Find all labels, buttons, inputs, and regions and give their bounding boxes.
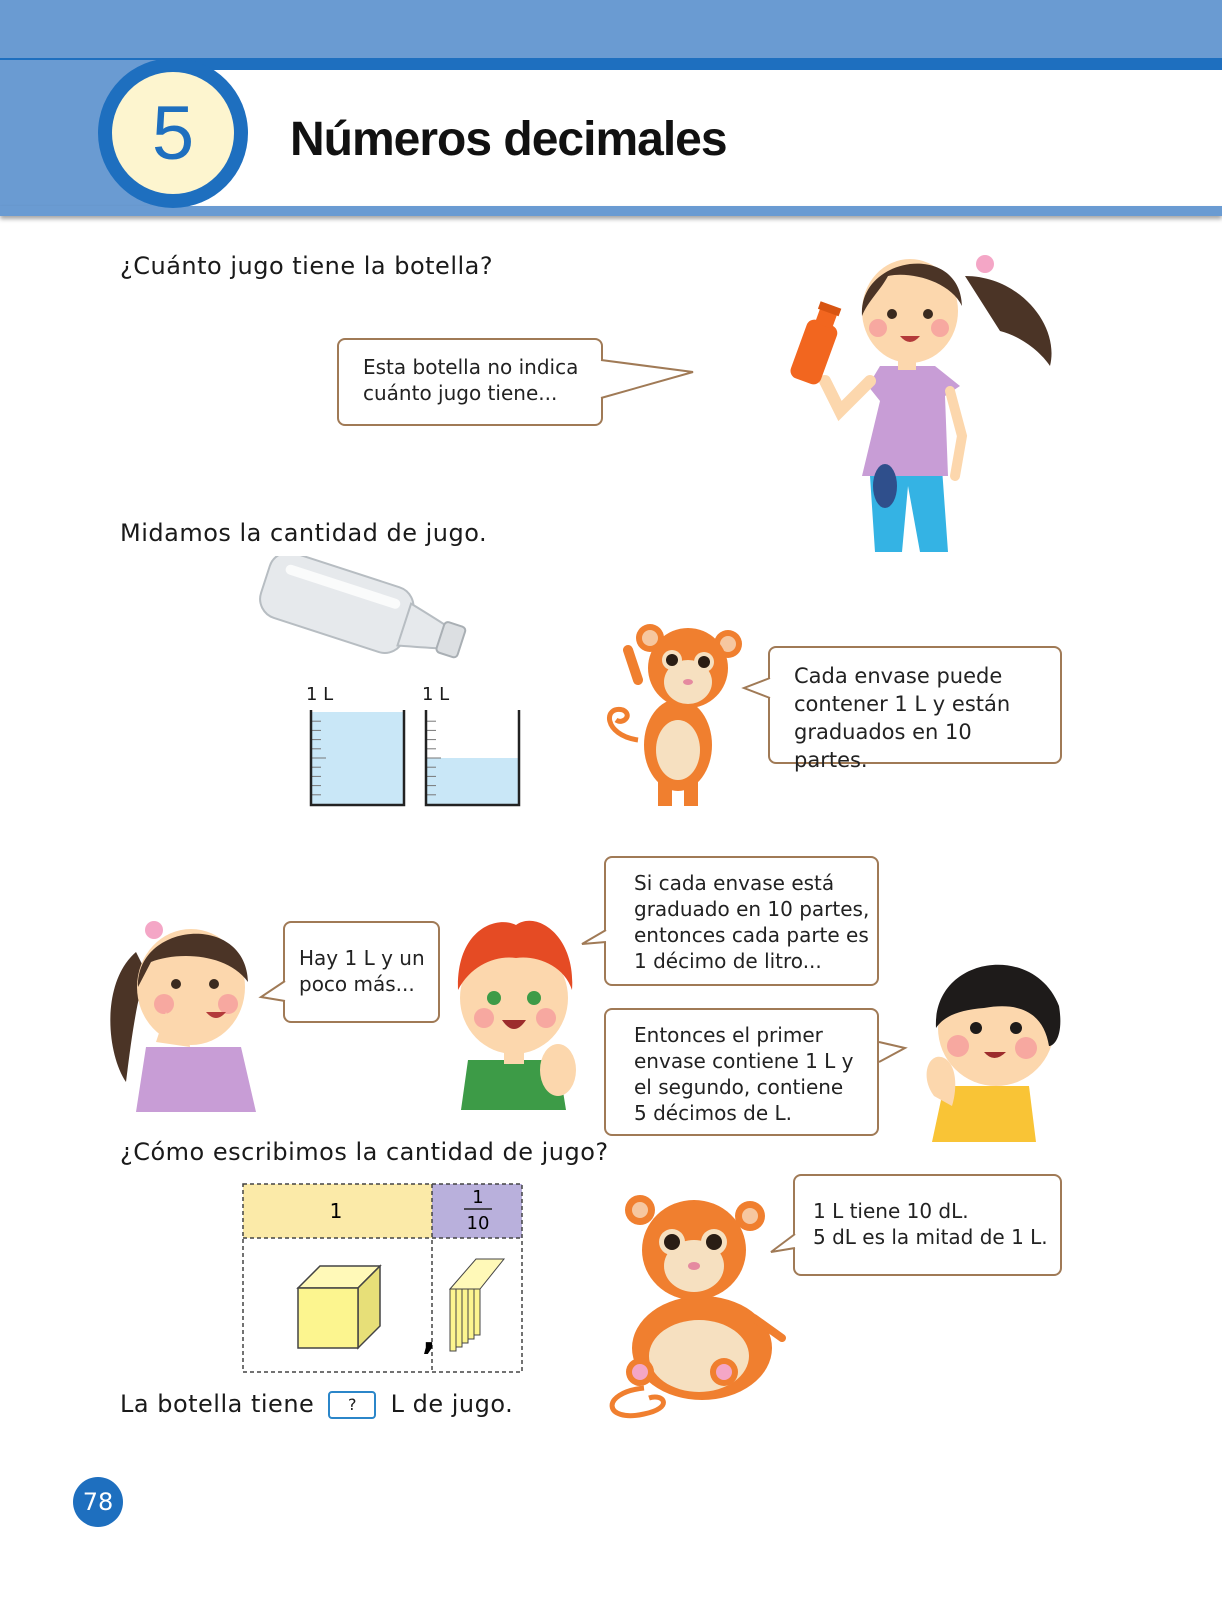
tenth-slices-top (450, 1259, 504, 1289)
monkey-sitting-illustration (604, 1188, 794, 1420)
header-band (0, 0, 1222, 60)
bubble-4-line-4: 1 décimo de litro... (634, 949, 822, 973)
bubble-4-line-2: graduado en 10 partes, (634, 897, 870, 921)
answer-box[interactable]: ? (328, 1391, 376, 1419)
speech-bubble-4 (604, 856, 879, 986)
bubble-2-line-2: contener 1 L y están (794, 692, 1011, 716)
measuring-containers (305, 706, 525, 810)
bubble-1-line-2: cuánto jugo tiene... (363, 381, 558, 405)
bubble-3-line-2: poco más... (299, 972, 415, 996)
container-1-label: 1 L (306, 684, 334, 705)
bubble-5-line-4: 5 décimos de L. (634, 1101, 792, 1125)
units-header-label: 1 (329, 1199, 343, 1223)
page-number: 78 (73, 1477, 123, 1527)
unit-cube (298, 1266, 380, 1348)
question-2: Midamos la cantidad de jugo. (120, 519, 488, 547)
bubble-1-line-1: Esta botella no indica (363, 355, 579, 379)
bubble-5-line-3: el segundo, contiene (634, 1075, 844, 1099)
bubble-3-line-1: Hay 1 L y un (299, 946, 425, 970)
girl-thinking-illustration (106, 912, 266, 1112)
final-prefix: La botella tiene (120, 1390, 315, 1418)
question-1: ¿Cuánto jugo tiene la botella? (120, 252, 494, 280)
tenth-slices (450, 1259, 504, 1351)
speech-bubble-5 (604, 1008, 879, 1136)
header-bottom-rule (0, 206, 1222, 216)
bubble-2-line-1: Cada envase puede (794, 664, 1003, 688)
container-2-label: 1 L (422, 684, 450, 705)
bubble-tail (259, 979, 287, 1009)
bubble-5-line-2: envase contiene 1 L y (634, 1049, 854, 1073)
chapter-title: Números decimales (290, 113, 727, 166)
bubble-4-line-3: entonces cada parte es (634, 923, 869, 947)
speech-bubble-1 (337, 338, 603, 426)
container-2-fill (427, 758, 519, 804)
bubble-4-line-1: Si cada envase está (634, 871, 835, 895)
speech-bubble-6 (793, 1174, 1062, 1276)
tenth-slice (450, 1289, 456, 1351)
bubble-tail (742, 676, 772, 706)
glass-bottle-illustration (245, 556, 495, 686)
decimal-place-value-table (242, 1183, 524, 1377)
bubble-6-line-2: 5 dL es la mitad de 1 L. (813, 1225, 1048, 1249)
speech-bubble-3 (283, 921, 440, 1023)
boy-red-hair-illustration (446, 910, 586, 1110)
tenths-denominator: 10 (466, 1213, 490, 1234)
bubble-tail (877, 1040, 907, 1070)
bubble-2-line-3: graduados en 10 partes. (794, 720, 972, 772)
tenths-numerator: 1 (472, 1187, 484, 1208)
tenth-slice (462, 1281, 468, 1343)
bubble-tail (580, 928, 608, 954)
monkey-waving-illustration (598, 610, 758, 810)
bubble-5-line-1: Entonces el primer (634, 1023, 823, 1047)
girl-with-bottle-illustration (770, 236, 1070, 552)
tenth-slice (456, 1285, 462, 1347)
final-suffix: L de jugo. (390, 1390, 514, 1418)
decimal-comma: , (422, 1317, 436, 1358)
question-3: ¿Cómo escribimos la cantidad de jugo? (120, 1138, 609, 1166)
bubble-tail (601, 358, 697, 402)
bubble-tail (769, 1232, 797, 1260)
bubble-6-line-1: 1 L tiene 10 dL. (813, 1199, 969, 1223)
chapter-number: 5 (112, 72, 234, 194)
speech-bubble-2 (768, 646, 1062, 772)
final-sentence (120, 1390, 513, 1419)
boy-black-hair-illustration (914, 946, 1074, 1142)
